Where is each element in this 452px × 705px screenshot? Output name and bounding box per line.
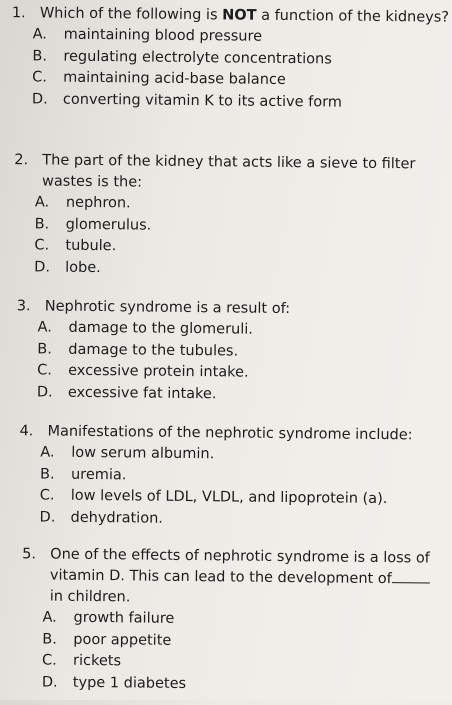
- option-d: [34, 257, 452, 283]
- question-text: Manifestations of the nephrotic syndrome include:: [47, 423, 413, 444]
- option-letter: D.: [41, 673, 58, 691]
- option-letter: B.: [42, 630, 57, 648]
- option-text: maintaining acid-base balance: [63, 69, 286, 88]
- option-text: uremia.: [70, 466, 127, 483]
- option-text: tubule.: [65, 237, 117, 255]
- option-text: damage to the glomeruli.: [68, 319, 254, 338]
- question-number: 5.: [22, 546, 37, 563]
- option-letter: A.: [32, 26, 48, 43]
- option-text: glomerulus.: [65, 216, 152, 234]
- option-text: growth failure: [73, 609, 175, 627]
- option-letter: B.: [37, 340, 52, 358]
- question-number: 2.: [14, 152, 29, 169]
- option-letter: D.: [31, 90, 48, 108]
- option-letter: D.: [39, 508, 56, 526]
- option-text: excessive fat intake.: [67, 384, 217, 402]
- option-letter: B.: [32, 47, 48, 64]
- question-stem: [22, 544, 445, 611]
- option-text: damage to the tubules.: [68, 341, 239, 360]
- option-letter: C.: [37, 362, 52, 379]
- question-text: [50, 545, 445, 612]
- answer-options: [32, 24, 452, 114]
- option-text: poor appetite: [73, 631, 172, 649]
- stem-text-part: Which of the following is: [39, 5, 223, 24]
- option-d: [37, 382, 452, 408]
- answer-options: [39, 442, 452, 532]
- option-text: lobe.: [65, 259, 101, 276]
- option-text: type 1 diabetes: [72, 674, 187, 692]
- option-letter: C.: [39, 487, 55, 504]
- answer-options: [37, 317, 452, 407]
- option-text: regulating electrolyte concentrations: [63, 48, 332, 67]
- option-d: [42, 672, 443, 698]
- option-text: maintaining blood pressure: [63, 26, 263, 45]
- question-2: [13, 150, 452, 283]
- question-number: 1.: [11, 5, 26, 22]
- option-text: converting vitamin K to its active form: [62, 91, 343, 111]
- option-letter: A.: [34, 194, 50, 211]
- question-text: Nephrotic syndrome is a result of:: [44, 298, 291, 318]
- answer-options: [42, 607, 444, 697]
- option-letter: D.: [34, 258, 51, 276]
- option-text: low levels of LDL, VLDL, and lipoprotein (a).: [70, 487, 388, 508]
- question-stem: [14, 150, 452, 197]
- option-letter: D.: [36, 383, 53, 401]
- question-4: [18, 421, 452, 533]
- option-letter: C.: [34, 237, 50, 254]
- option-letter: C.: [32, 69, 48, 86]
- question-3: [16, 296, 452, 408]
- stem-emphasis: NOT: [222, 7, 257, 24]
- answer-options: [34, 192, 452, 282]
- option-letter: A.: [42, 609, 57, 626]
- question-1: [11, 3, 452, 115]
- stem-text-part: a function of the kidneys?: [256, 7, 450, 26]
- stem-text-part: One of the effects of nephrotic syndrome is a loss of vitamin D. This can lead to the development of: [49, 546, 430, 588]
- option-text: rickets: [73, 652, 122, 670]
- option-text: low serum albumin.: [71, 444, 215, 463]
- option-letter: C.: [42, 652, 57, 669]
- answer-blank: [392, 569, 430, 583]
- question-5: [21, 544, 445, 697]
- option-d: [32, 89, 451, 115]
- question-number: 4.: [19, 423, 34, 440]
- option-letter: A.: [37, 319, 52, 336]
- option-letter: B.: [39, 465, 55, 483]
- option-text: excessive protein intake.: [68, 362, 249, 381]
- question-number: 3.: [16, 298, 31, 315]
- option-text: dehydration.: [70, 509, 164, 527]
- option-letter: B.: [34, 215, 50, 233]
- option-letter: A.: [40, 444, 55, 461]
- option-d: [39, 507, 452, 533]
- stem-text-part: in children.: [49, 588, 131, 606]
- question-text: The part of the kidney that acts like a sieve to filter wastes is the:: [42, 152, 416, 191]
- option-text: nephron.: [65, 194, 131, 212]
